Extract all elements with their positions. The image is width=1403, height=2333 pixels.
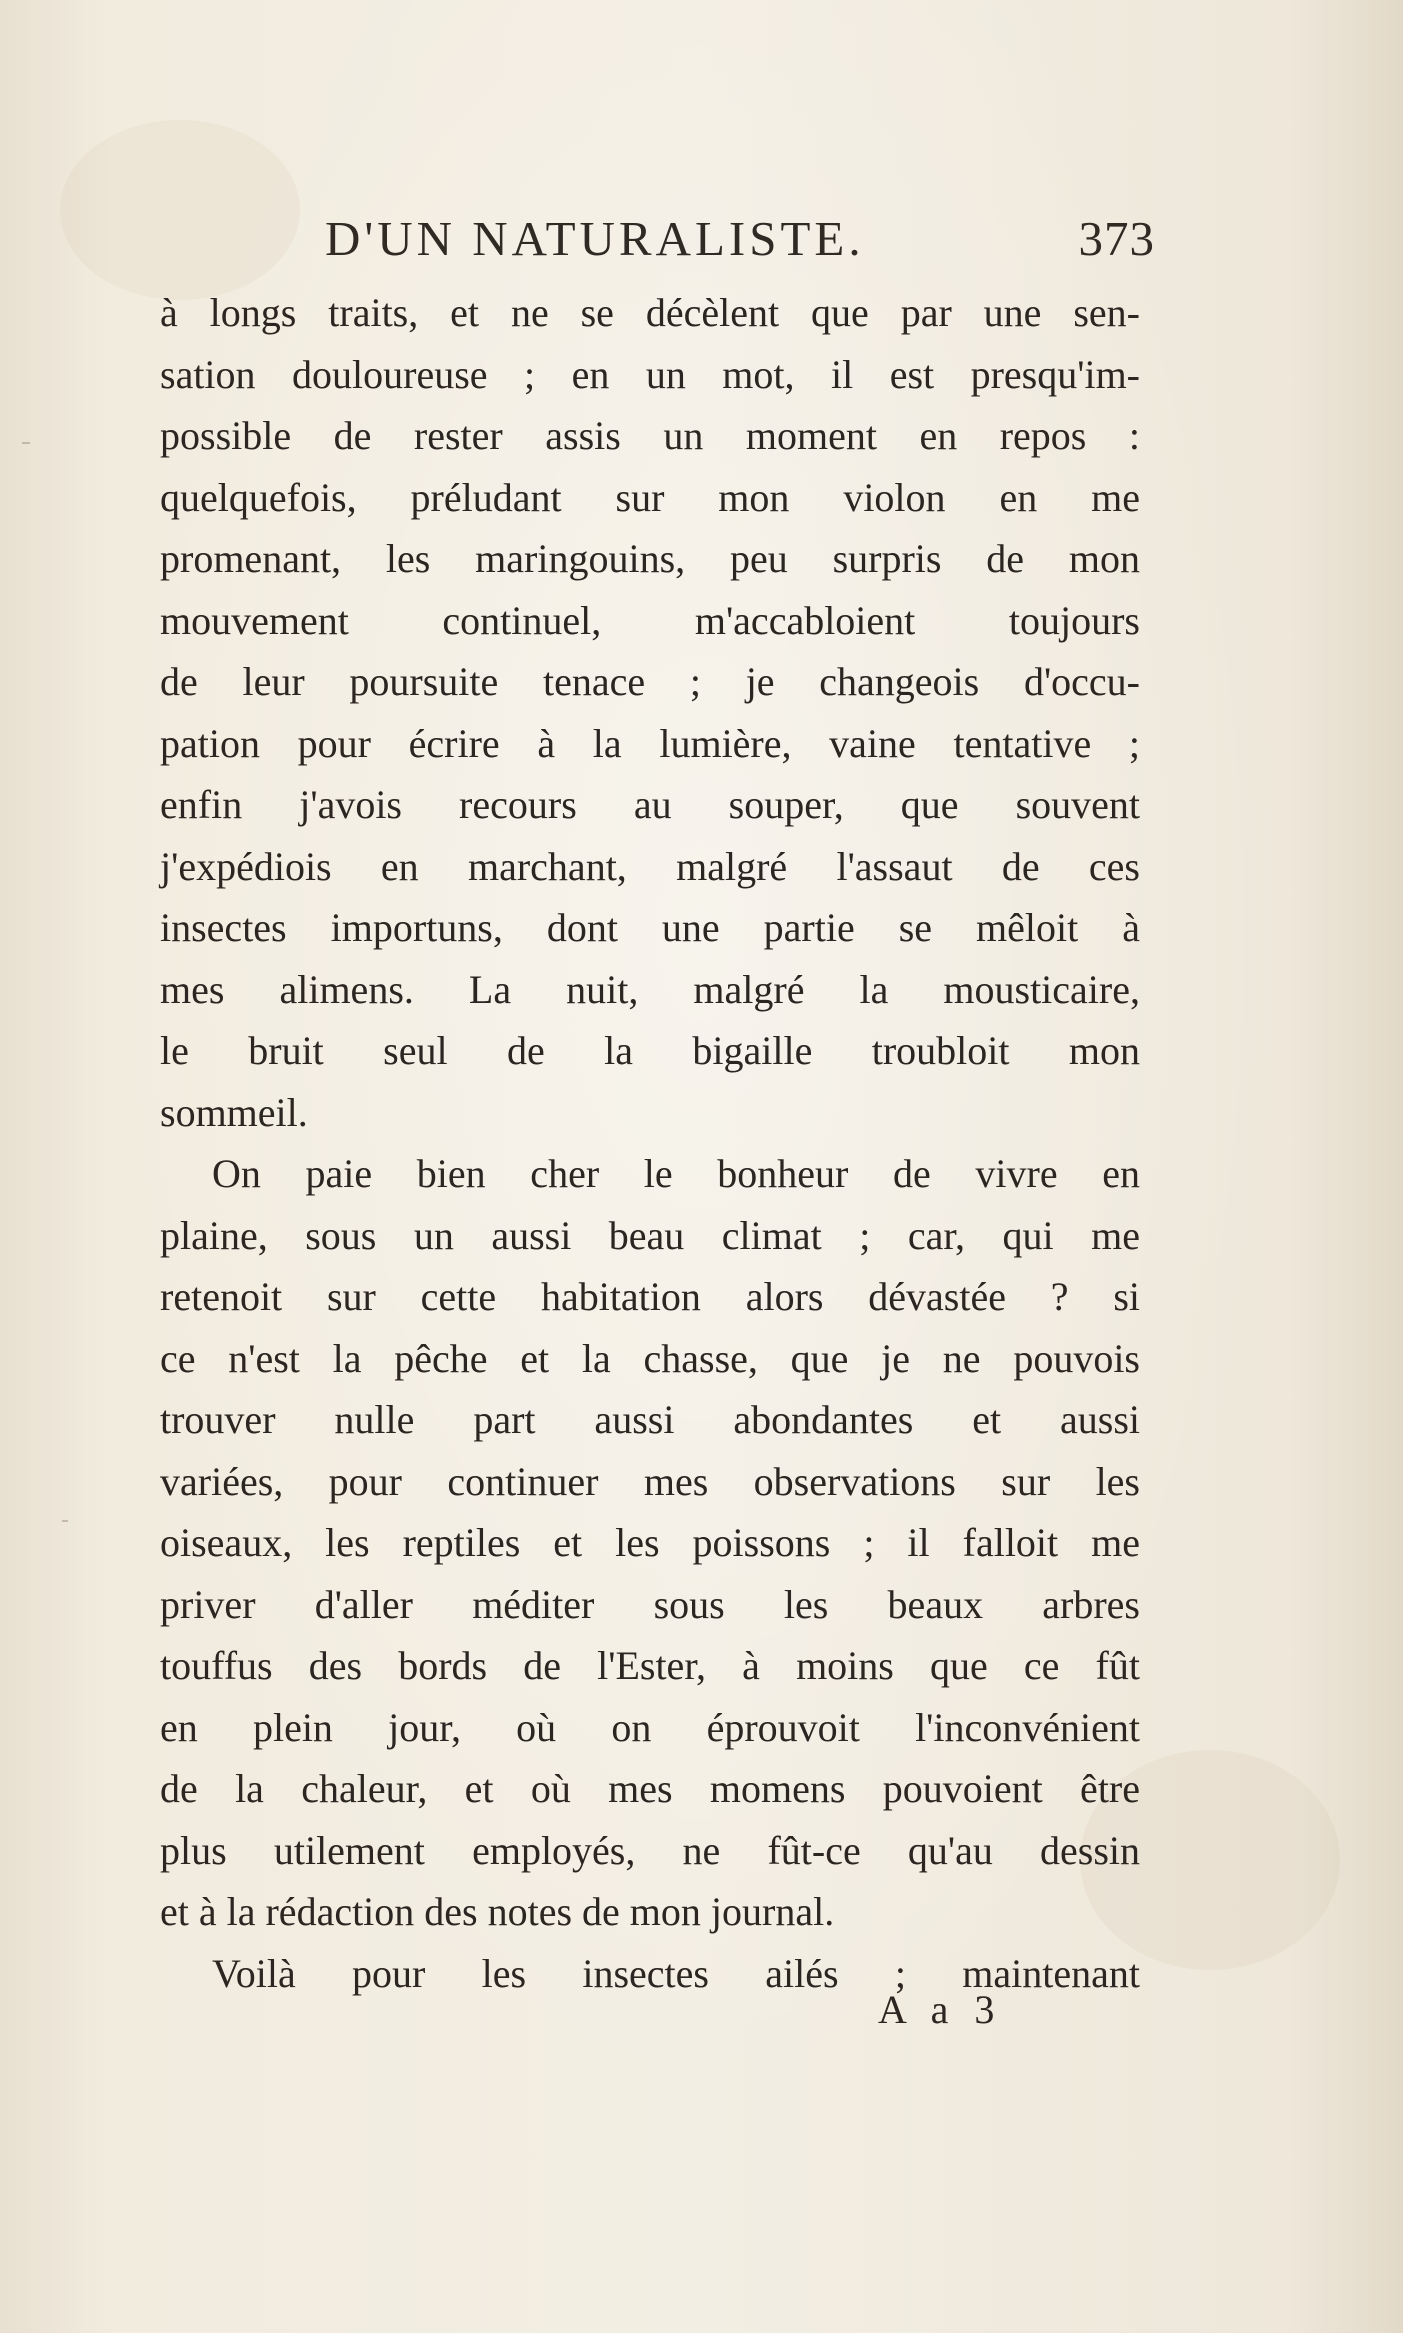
- running-head-title: D'UN NATURALISTE.: [325, 211, 865, 266]
- text-line: de la chaleur, et où mes momens pouvoient être: [160, 1766, 1140, 1811]
- text-line: touffus des bords de l'Ester, à moins que ce fût: [160, 1643, 1140, 1688]
- text-line: plaine, sous un aussi beau climat ; car, qui me: [160, 1212, 1140, 1258]
- text-line: insectes importuns, dont une partie se mêloit à: [160, 905, 1140, 950]
- text-line: en plein jour, où on éprouvoit l'inconvénient: [160, 1704, 1140, 1750]
- margin-mark: [62, 1520, 68, 1522]
- text-line: pation pour écrire à la lumière, vaine tentative ;: [160, 720, 1140, 766]
- margin-mark: [22, 442, 30, 444]
- text-line: quelquefois, préludant sur mon violon en me: [160, 474, 1140, 520]
- text-line: sation douloureuse ; en un mot, il est presqu'im-: [160, 351, 1140, 397]
- paragraph: [160, 1143, 1140, 1943]
- text-line: de leur poursuite tenace ; je changeois d'occu-: [160, 659, 1140, 704]
- running-head: [315, 210, 1155, 270]
- text-line: retenoit sur cette habitation alors dévastée ? si: [160, 1274, 1140, 1319]
- page-number: 373: [1078, 211, 1155, 266]
- text-line: mes alimens. La nuit, malgré la mousticaire,: [160, 966, 1140, 1012]
- text-line: trouver nulle part aussi abondantes et aussi: [160, 1397, 1140, 1442]
- text-line: mouvement continuel, m'accabloient toujours: [160, 597, 1140, 643]
- signature-mark: A a 3: [878, 1987, 1003, 2032]
- text-line: le bruit seul de la bigaille troubloit mon: [160, 1028, 1140, 1073]
- text-line: variées, pour continuer mes observations sur les: [160, 1458, 1140, 1504]
- text-line: sommeil.: [160, 1089, 308, 1135]
- text-line: à longs traits, et ne se décèlent que par une sen-: [160, 290, 1140, 335]
- body-text: [160, 282, 1140, 2004]
- text-line: priver d'aller méditer sous les beaux arbres: [160, 1581, 1140, 1627]
- text-line: j'expédiois en marchant, malgré l'assaut de ces: [160, 843, 1140, 889]
- text-line: ce n'est la pêche et la chasse, que je ne pouvois: [160, 1335, 1140, 1381]
- text-line: Voilà pour les insectes ailés ; maintenant: [212, 1950, 1140, 1996]
- text-line: On paie bien cher le bonheur de vivre en: [212, 1151, 1140, 1196]
- text-line: possible de rester assis un moment en repos :: [160, 413, 1140, 458]
- text-line: et à la rédaction des notes de mon journal.: [160, 1889, 835, 1934]
- text-line: oiseaux, les reptiles et les poissons ; il falloit me: [160, 1520, 1140, 1565]
- text-line: plus utilement employés, ne fût-ce qu'au dessin: [160, 1827, 1140, 1873]
- paper-stain: [60, 120, 300, 300]
- text-line: enfin j'avois recours au souper, que souvent: [160, 782, 1140, 827]
- text-line: promenant, les maringouins, peu surpris de mon: [160, 536, 1140, 581]
- paragraph: [160, 282, 1140, 1143]
